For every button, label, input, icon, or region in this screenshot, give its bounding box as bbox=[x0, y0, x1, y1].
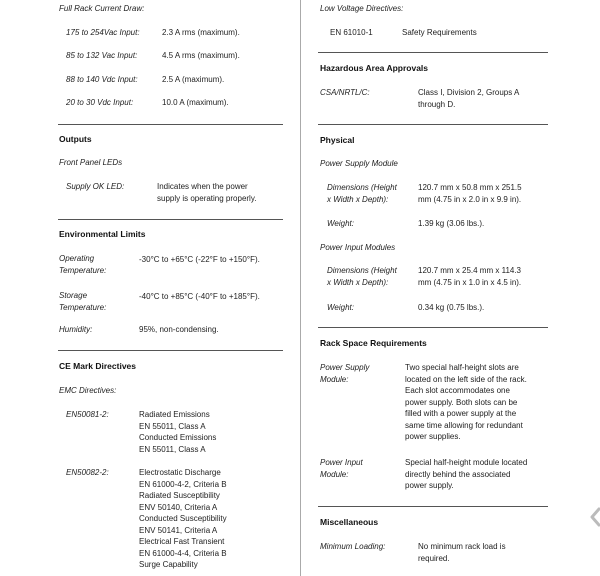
humidity-label: Humidity: bbox=[59, 325, 93, 334]
psm-weight-label: Weight: bbox=[327, 219, 354, 228]
hazardous-heading: Hazardous Area Approvals bbox=[320, 63, 429, 73]
rack-current-title: Full Rack Current Draw: bbox=[59, 4, 145, 13]
ce-mark-heading: CE Mark Directives bbox=[59, 361, 137, 371]
pim-weight-label: Weight: bbox=[327, 303, 354, 312]
rack-space-pim-label: Power Input Module: bbox=[320, 458, 363, 479]
rack-current-value-3: 2.5 A (maximum). bbox=[162, 75, 225, 84]
rack-space-psm-value: Two special half-height slots are located on the left side of the rack. Each slot accommodates one power supply. Both slots can be filled with a power supply at the same time allowing for redundant power supplies. bbox=[405, 363, 527, 441]
rack-current-value-1: 2.3 A rms (maximum). bbox=[162, 28, 240, 37]
supply-ok-led-label: Supply OK LED: bbox=[66, 182, 125, 191]
section-rule bbox=[318, 327, 548, 328]
minimum-loading-value: No minimum rack load is required. bbox=[418, 542, 506, 563]
en50082-value: Electrostatic Discharge EN 61000-4-2, Criteria B Radiated Susceptibility ENV 50140, Criteria A Conducted Susceptibility ENV 50141, Criteria A Electrical Fast Transient EN 61000-4-4, Criteria B Surge Capability bbox=[139, 468, 227, 569]
low-voltage-value: Safety Requirements bbox=[402, 28, 477, 37]
section-rule bbox=[58, 219, 283, 220]
rack-current-label-1: 175 to 254Vac Input: bbox=[66, 28, 140, 37]
pim-dimensions-value: 120.7 mm x 25.4 mm x 114.3 mm (4.75 in x 1.0 in x 4.5 in). bbox=[418, 266, 522, 287]
rack-current-value-4: 10.0 A (maximum). bbox=[162, 98, 229, 107]
operating-temperature-value: -30°C to +65°C (-22°F to +150°F). bbox=[139, 255, 260, 264]
section-rule bbox=[58, 124, 283, 125]
rack-space-pim-value: Special half-height module located directly behind the associated power supply. bbox=[405, 458, 528, 490]
pim-weight-value: 0.34 kg (0.75 lbs.). bbox=[418, 303, 485, 312]
en50081-value: Radiated Emissions EN 55011, Class A Conducted Emissions EN 55011, Class A bbox=[139, 410, 217, 454]
storage-temperature-value: -40°C to +85°C (-40°F to +185°F). bbox=[139, 292, 260, 301]
physical-heading: Physical bbox=[320, 135, 355, 145]
emc-directives-label: EMC Directives: bbox=[59, 386, 117, 395]
scroll-arrow-icon[interactable] bbox=[590, 507, 600, 527]
column-divider bbox=[300, 0, 301, 576]
rack-space-heading: Rack Space Requirements bbox=[320, 338, 427, 348]
section-rule bbox=[58, 350, 283, 351]
supply-ok-led-value: Indicates when the power supply is operating properly. bbox=[157, 182, 257, 203]
rack-current-label-4: 20 to 30 Vdc Input: bbox=[66, 98, 134, 107]
storage-temperature-label: Storage Temperature: bbox=[59, 291, 107, 312]
operating-temperature-label: Operating Temperature: bbox=[59, 254, 107, 275]
rack-current-label-3: 88 to 140 Vdc Input: bbox=[66, 75, 138, 84]
csa-value: Class I, Division 2, Groups A through D. bbox=[418, 88, 520, 109]
outputs-subheading: Front Panel LEDs bbox=[59, 158, 123, 167]
environmental-heading: Environmental Limits bbox=[59, 229, 146, 239]
psm-weight-value: 1.39 kg (3.06 lbs.). bbox=[418, 219, 485, 228]
outputs-heading: Outputs bbox=[59, 134, 92, 144]
en50082-label: EN50082-2: bbox=[66, 468, 109, 477]
psm-dimensions-label: Dimensions (Height x Width x Depth): bbox=[327, 183, 397, 204]
pim-dimensions-label: Dimensions (Height x Width x Depth): bbox=[327, 266, 397, 287]
csa-label: CSA/NRTL/C: bbox=[320, 88, 370, 97]
psm-dimensions-value: 120.7 mm x 50.8 mm x 251.5 mm (4.75 in x 2.0 in x 9.9 in). bbox=[418, 183, 522, 204]
power-input-modules-subheading: Power Input Modules bbox=[320, 243, 396, 252]
section-rule bbox=[318, 506, 548, 507]
miscellaneous-heading: Miscellaneous bbox=[320, 517, 379, 527]
section-rule bbox=[318, 52, 548, 53]
section-rule bbox=[318, 124, 548, 125]
en50081-label: EN50081-2: bbox=[66, 410, 109, 419]
rack-space-psm-label: Power Supply Module: bbox=[320, 363, 370, 384]
power-supply-module-subheading: Power Supply Module bbox=[320, 159, 398, 168]
rack-current-value-2: 4.5 A rms (maximum). bbox=[162, 51, 240, 60]
low-voltage-title: Low Voltage Directives: bbox=[320, 4, 404, 13]
low-voltage-label: EN 61010-1 bbox=[330, 28, 373, 37]
rack-current-label-2: 85 to 132 Vac Input: bbox=[66, 51, 138, 60]
humidity-value: 95%, non-condensing. bbox=[139, 325, 219, 334]
minimum-loading-label: Minimum Loading: bbox=[320, 542, 386, 551]
